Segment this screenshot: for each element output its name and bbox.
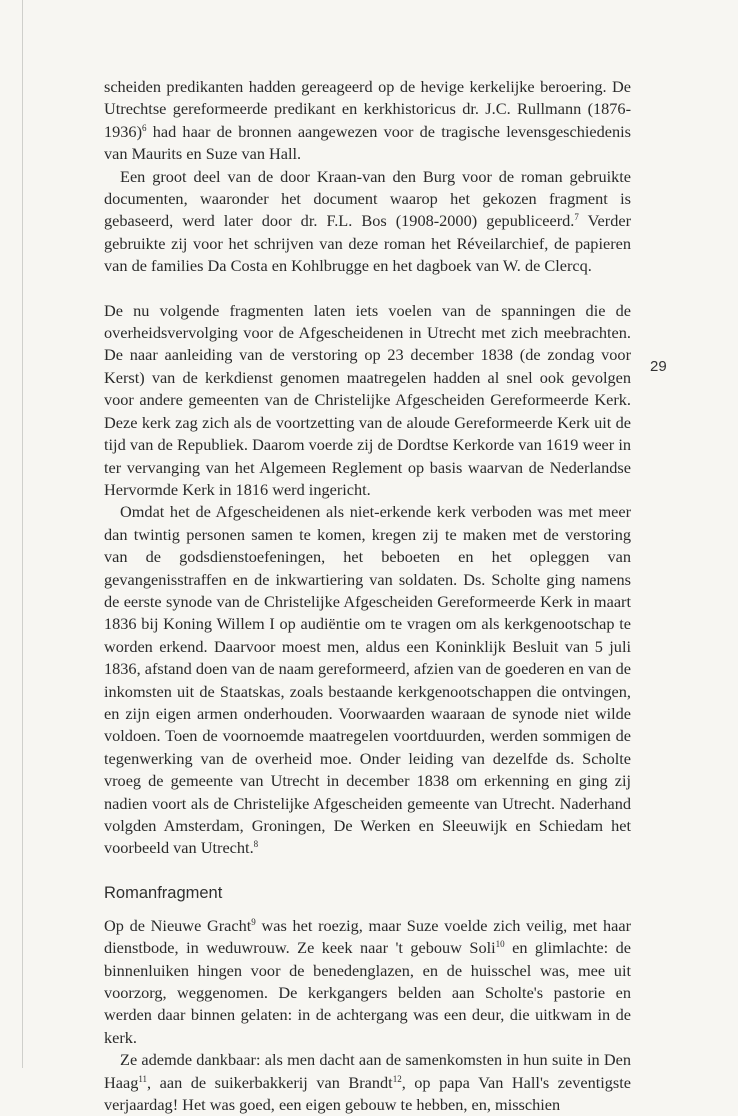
text-run: Verder gebruikte zij voor het schrijven van deze roman het Réveilarchief, de papieren van de families Da Costa en Kohlbrugge en het dagboek van W. de Clercq. — [104, 211, 631, 276]
paragraph-1 — [104, 76, 631, 166]
footnote-marker: 6 — [141, 122, 147, 133]
paragraph-2 — [104, 166, 631, 278]
paragraph-5 — [104, 915, 631, 1049]
page-spine-line — [22, 0, 23, 1068]
footnote-marker: 9 — [251, 916, 256, 927]
page-number: 29 — [650, 358, 667, 375]
text-run: , op papa Van Hall's zeventigste verjaardag! Het was goed, een eigen gebouw te hebben, en, misschien — [104, 1072, 631, 1115]
footnote-marker: 10 — [495, 939, 505, 950]
footnote-marker: 11 — [138, 1073, 148, 1084]
text-run: scheiden predikanten hadden gereageerd op de hevige kerkelijke beroering. De Utrechtse gereformeerde predikant en kerkhistoricus dr. J.C. Rullmann (1876-1936) — [104, 77, 631, 141]
text-run: De nu volgende fragmenten laten iets voelen van de spanningen die de overheidsvervolging voor de Afgescheidenen in Utrecht met zich meebrachten. De naar aanleiding van de verstoring op 23 december 1838 (de zondag voor Kerst) van de kerkdienst genomen maatregelen hadden al snel ook gevolgen voor andere gemeenten van de Christelijke Afgescheiden Gereformeerde Kerk. Deze kerk zag zich als de voortzetting van de aloude Gereformeerde Kerk uit de tijd van de Republiek. Daarom voerde zij de Dordtse Kerkorde van 1619 weer in ter vervanging van het Algemeen Reglement op basis waarvan de Nederlandse Hervormde Kerk in 1816 werd ingericht. — [104, 300, 631, 499]
text-run: Ze ademde dankbaar: als men dacht aan de samenkomsten in hun suite in Den Haag — [104, 1050, 631, 1092]
footnote-marker: 12 — [392, 1073, 402, 1084]
text-run: Omdat het de Afgescheidenen als niet-erkende kerk verboden was met meer dan twintig personen samen te komen, kregen zij te maken met de verstoring van de godsdienstoefeningen, het beboeten en het opleggen van gevangenisstraffen en de inkwartiering van soldaten. Ds. Scholte ging namens de eerste synode van de Christelijke Afgescheiden Gereformeerde Kerk in maart 1836 bij Koning Willem I op audiëntie om te vragen om als kerkgenootschap te worden erkend. Daarvoor moest men, aldus een Koninklijk Besluit van 5 juli 1836, afstand doen van de naam gereformeerd, afzien van de goederen en van de inkomsten uit de Staatskas, zoals bestaande kerkgenootschappen die ontvingen, en zijn eigen armen onderhouden. Voorwaarden waaraan de synode niet wilde voldoen. Toen de voornoemde maatregelen voortduurden, werden sommigen de tegenwerking van de overheid moe. Onder leiding van dezelfde ds. Scholte vroeg de gemeente van Utrecht in december 1838 om erkenning en ging zij nadien voort als de Christelijke Afgescheiden gemeente van Utrecht. Naderhand volgden Amsterdam, Groningen, De Werken en Sleeuwijk en Schiedam het voorbeeld van Utrecht. — [104, 502, 631, 858]
footnote-marker: 8 — [253, 839, 259, 850]
text-run: , aan de suikerbakkerij van Brandt — [147, 1072, 393, 1092]
footnote-marker: 7 — [574, 212, 579, 223]
paragraph-3 — [104, 300, 631, 502]
text-run: en glimlachte: de binnenluiken hingen voor de benedenglazen, en de huisschel was, mee uit voorzorg, weggenomen. De kerkgangers belden aan Scholte's pastorie en werden daar binnen gelaten: in de achtergang was een deur, die uitkwam in de kerk. — [104, 938, 632, 1047]
text-run: Een groot deel van de door Kraan-van den Burg voor de roman gebruikte documenten, waaronder het document waarop het gekozen fragment is gebaseerd, werd later door dr. F.L. Bos (1908-2000) gepubliceerd. — [104, 166, 631, 231]
text-run: Op de Nieuwe Gracht — [104, 915, 252, 935]
body-text — [104, 76, 631, 1116]
section-heading: Romanfragment — [104, 883, 223, 902]
paragraph-4 — [104, 501, 631, 860]
text-run: was het roezig, maar Suze voelde zich veilig, met haar dienstbode, in weduwrouw. Ze keek naar 't gebouw Soli — [104, 915, 632, 958]
text-run: had haar de bronnen aangewezen voor de tragische levensgeschiedenis van Maurits en Suze van Hall. — [104, 121, 631, 164]
paragraph-6 — [104, 1049, 631, 1116]
